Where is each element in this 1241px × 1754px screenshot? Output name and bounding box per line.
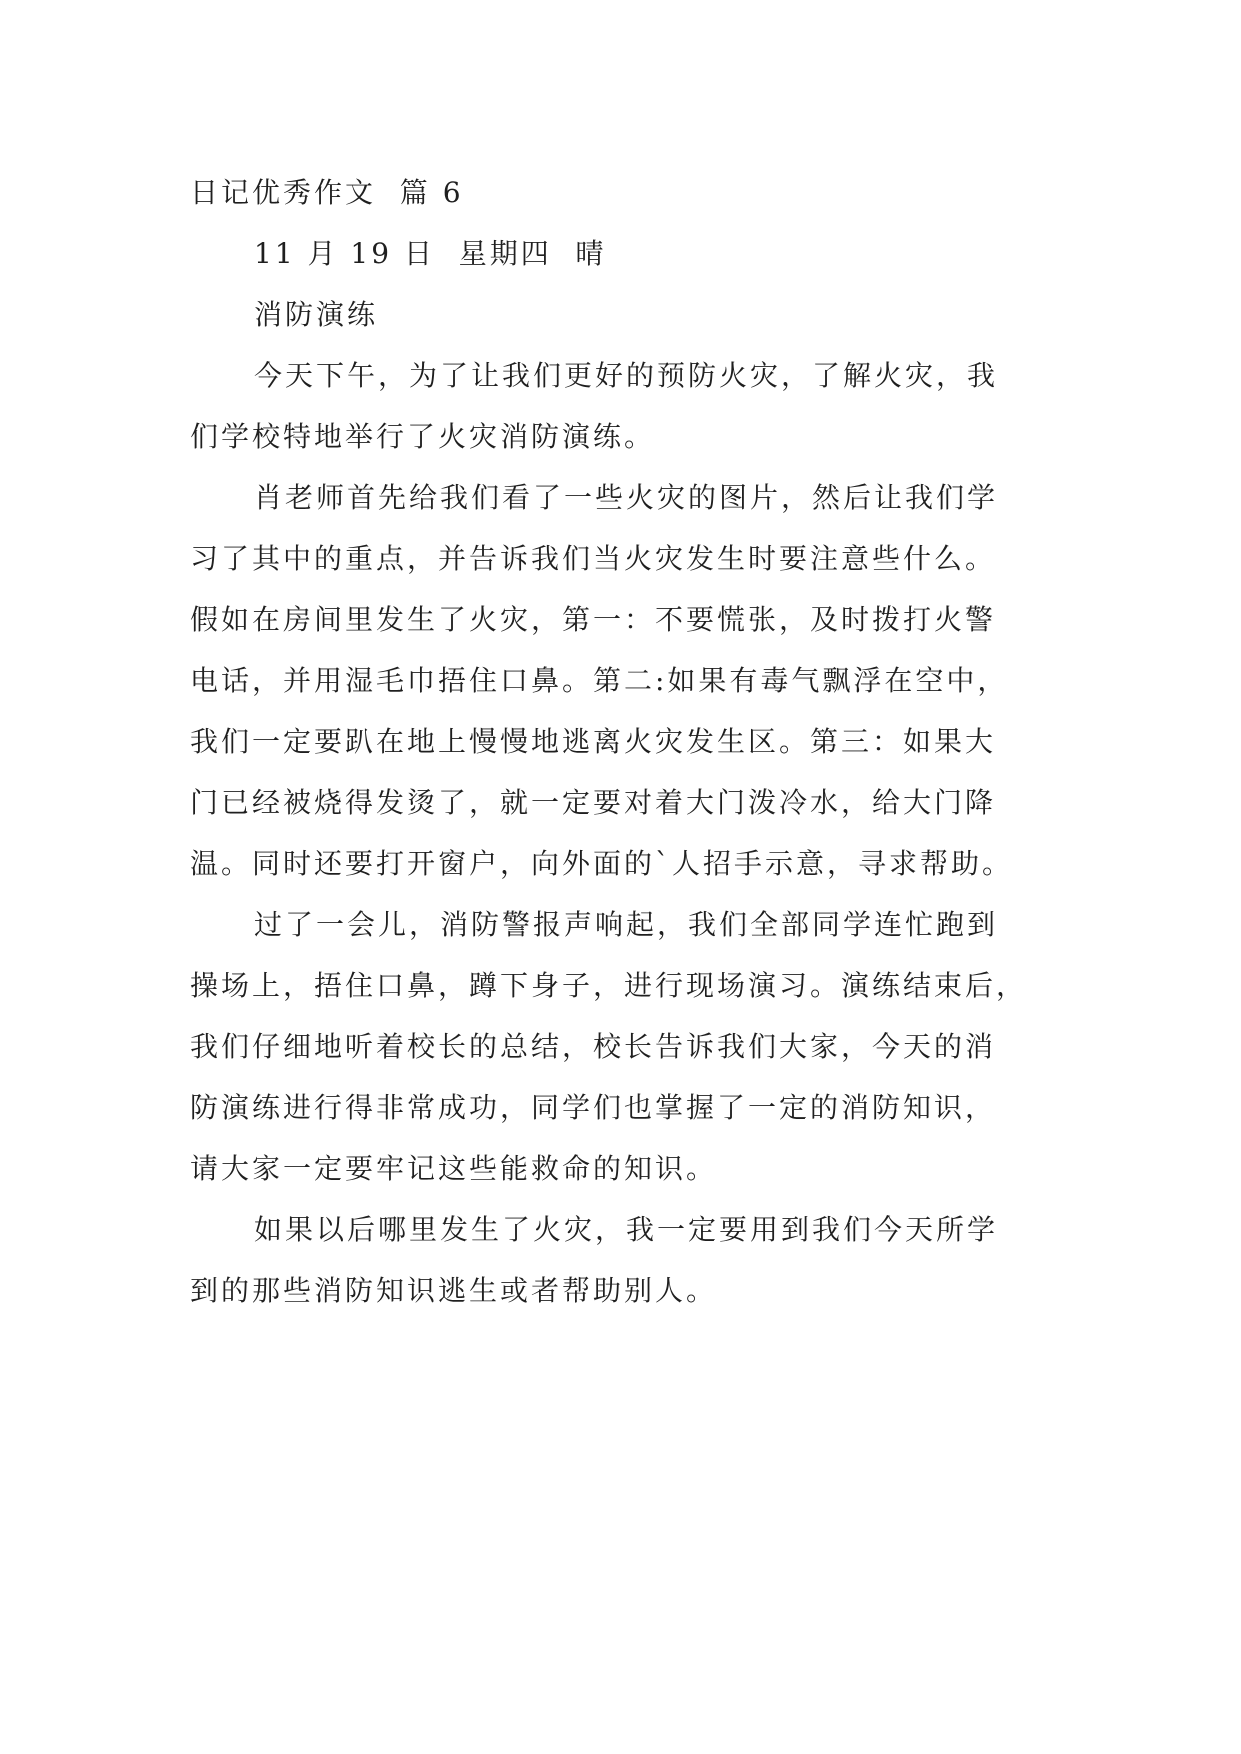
paragraph-line: 门已经被烧得发烫了，就一定要对着大门泼冷水，给大门降 — [190, 786, 997, 819]
paragraph-4 — [190, 1199, 1050, 1321]
paragraph-line: 们学校特地举行了火灾消防演练。 — [190, 420, 656, 453]
paragraph-line: 过了一会儿，消防警报声响起，我们全部同学连忙跑到 — [254, 908, 999, 941]
paragraph-line: 肖老师首先给我们看了一些火灾的图片，然后让我们学 — [254, 481, 999, 514]
paragraph-2 — [190, 467, 1050, 894]
paragraph-line: 请大家一定要牢记这些能救命的知识。 — [190, 1152, 718, 1185]
essay-subtitle: 消防演练 — [254, 298, 379, 331]
paragraph-line: 我们仔细地听着校长的总结，校长告诉我们大家，今天的消 — [190, 1030, 997, 1063]
paragraph-line: 假如在房间里发生了火灾，第一：不要慌张，及时拨打火警 — [190, 603, 997, 636]
paragraph-line: 如果以后哪里发生了火灾，我一定要用到我们今天所学 — [254, 1213, 999, 1246]
paragraph-line: 我们一定要趴在地上慢慢地逃离火灾发生区。第三：如果大 — [190, 725, 997, 758]
paragraph-line: 习了其中的重点，并告诉我们当火灾发生时要注意些什么。 — [190, 542, 997, 575]
paragraph-3 — [190, 894, 1050, 1199]
document-heading: 日记优秀作文 篇 6 — [190, 176, 464, 209]
paragraph-1 — [190, 345, 1050, 467]
paragraph-line: 防演练进行得非常成功，同学们也掌握了一定的消防知识， — [190, 1091, 997, 1124]
date-line: 11 月 19 日 星期四 晴 — [254, 237, 607, 270]
document-page — [190, 162, 1050, 1321]
paragraph-line: 温。同时还要打开窗户，向外面的`人招手示意，寻求帮助。 — [190, 847, 1014, 880]
paragraph-line: 操场上，捂住口鼻，蹲下身子，进行现场演习。演练结束后， — [190, 969, 1028, 1002]
paragraph-line: 电话，并用湿毛巾捂住口鼻。第二:如果有毒气飘浮在空中， — [190, 664, 1009, 697]
paragraph-line: 今天下午，为了让我们更好的预防火灾，了解火灾，我 — [254, 359, 999, 392]
paragraph-line: 到的那些消防知识逃生或者帮助别人。 — [190, 1274, 718, 1307]
